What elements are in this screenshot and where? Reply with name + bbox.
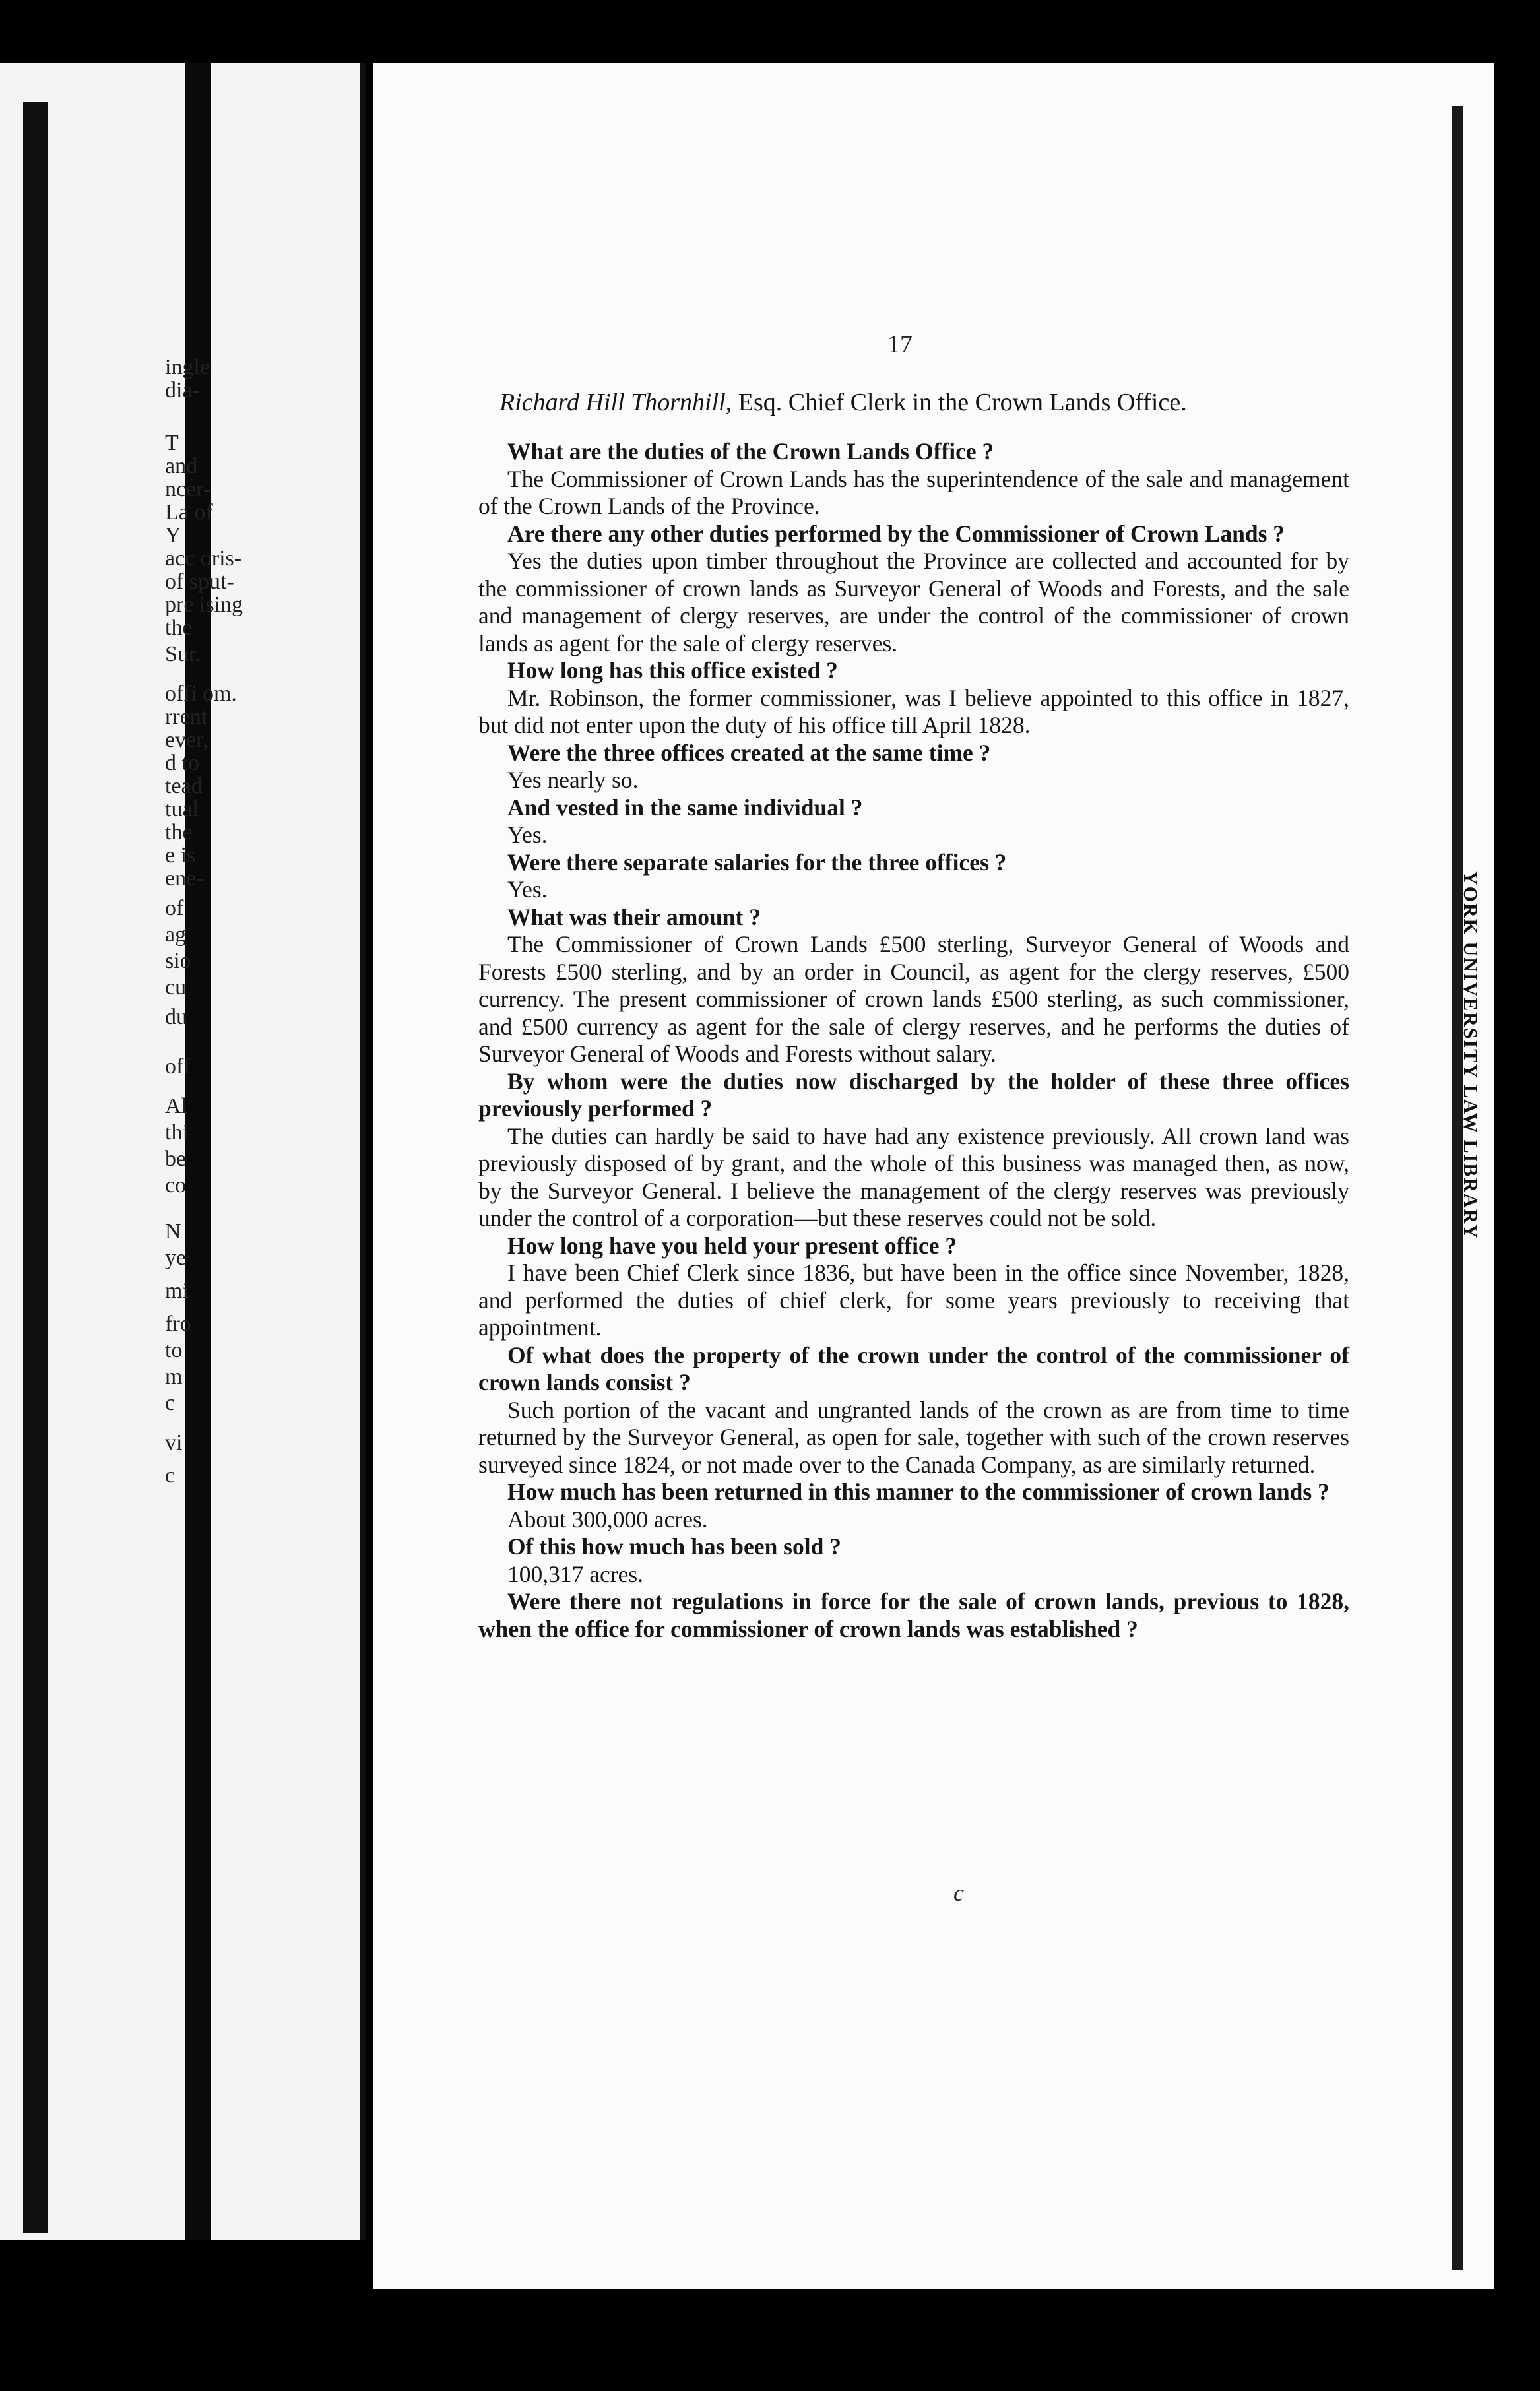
facing-page-fragment: fro bbox=[165, 1312, 191, 1336]
facing-page-fragment: ncer- bbox=[165, 477, 211, 501]
answer-paragraph: Mr. Robinson, the former commissioner, was I believe appointed to this office in 1827, but did not enter upon the duty of his office till April 1828. bbox=[478, 684, 1349, 738]
facing-page-fragment: ingle bbox=[165, 355, 210, 379]
facing-page-fragment: be bbox=[165, 1147, 187, 1171]
page-number: 17 bbox=[887, 331, 913, 358]
facing-page-fragment: co bbox=[165, 1173, 187, 1197]
facing-page-fragment: ye bbox=[165, 1246, 187, 1270]
page-edge-line bbox=[360, 63, 366, 2240]
answer-paragraph: I have been Chief Clerk since 1836, but have been in the office since November, 1828, and performed the duties of chief clerk, for some years previously to receiving that appointment. bbox=[478, 1259, 1349, 1341]
testimony-body bbox=[478, 438, 1349, 1643]
question-paragraph: And vested in the same individual ? bbox=[507, 794, 863, 821]
facing-page-fragment: offi om. bbox=[165, 682, 237, 706]
facing-page-fragment: ene- bbox=[165, 866, 204, 891]
facing-page-fragment: mi bbox=[165, 1279, 189, 1303]
facing-page-fragment: c bbox=[165, 1391, 176, 1415]
facing-page-fragment: the bbox=[165, 616, 193, 640]
facing-page-fragment: cu bbox=[165, 975, 187, 1000]
binding-shadow bbox=[23, 102, 48, 2233]
facing-page-fragment: Al bbox=[165, 1094, 187, 1118]
facing-page-fragment: m bbox=[165, 1364, 183, 1389]
facing-page-fragment: N bbox=[165, 1219, 181, 1244]
facing-page-fragment: of bbox=[165, 896, 184, 920]
facing-page-strip bbox=[0, 63, 366, 2240]
question-paragraph: How much has been returned in this manner to the commissioner of crown lands ? bbox=[507, 1479, 1330, 1505]
question-paragraph: Are there any other duties performed by the Commissioner of Crown Lands ? bbox=[507, 520, 1285, 547]
answer-paragraph: Yes. bbox=[507, 821, 548, 848]
facing-page-fragment: ever, bbox=[165, 728, 209, 752]
question-paragraph: How long has this office existed ? bbox=[507, 657, 838, 684]
facing-page-fragment: acc oris- bbox=[165, 546, 242, 571]
witness-heading bbox=[499, 388, 1187, 417]
facing-page-fragment: pre ising bbox=[165, 592, 243, 617]
witness-name: Richard Hill Thornhill, bbox=[499, 389, 732, 416]
answer-paragraph: The Commissioner of Crown Lands has the superintendence of the sale and management of the Crown Lands of the Province. bbox=[478, 465, 1349, 519]
facing-page-fragment: sio bbox=[165, 949, 191, 973]
answer-paragraph: Such portion of the vacant and ungranted lands of the crown as are from time to time returned by the Surveyor General, as open for sale, together with such of the crown reserves surveyed since 1824, or not made over to the Canada Company, as are similarly returned. bbox=[478, 1396, 1349, 1478]
question-paragraph: How long have you held your present office ? bbox=[507, 1232, 957, 1259]
question-paragraph: Were there separate salaries for the three offices ? bbox=[507, 848, 1007, 876]
question-paragraph: What are the duties of the Crown Lands Office ? bbox=[507, 438, 994, 464]
library-stamp: YORK UNIVERSITY LAW LIBRARY bbox=[1460, 871, 1481, 1240]
answer-paragraph: The Commissioner of Crown Lands £500 sterling, Surveyor General of Woods and Forests £500 sterling, and by an order in Council, as agent for the clergy reserves, £500 currency. The present commissioner of crown lands £500 sterling, as such commissioner, and £500 currency as agent for the sale of clergy reserves, and he performs the duties of Surveyor General of Woods and Forests without salary. bbox=[478, 931, 1349, 1067]
facing-page-fragment: La of bbox=[165, 500, 213, 525]
facing-page-fragment: ag bbox=[165, 922, 187, 947]
facing-page-fragment: vi bbox=[165, 1430, 183, 1455]
answer-paragraph: Yes the duties upon timber throughout the Province are collected and accounted for by the commissioner of crown lands as Surveyor General of Woods and Forests, and the sale and management of clergy reserves, are under the control of the commissioner of crown lands as agent for the sale of clergy reserves. bbox=[478, 548, 1349, 656]
answer-paragraph: About 300,000 acres. bbox=[507, 1506, 708, 1533]
facing-page-fragment: c bbox=[165, 1463, 176, 1488]
facing-page-fragment: thi bbox=[165, 1120, 189, 1145]
facing-page-fragment: off bbox=[165, 1054, 191, 1079]
question-paragraph: By whom were the duties now discharged by the holder of these three offices previously performed ? bbox=[478, 1068, 1349, 1122]
answer-paragraph: Yes nearly so. bbox=[507, 767, 639, 793]
facing-page-fragment: Sur. bbox=[165, 642, 201, 666]
facing-page-fragment: T bbox=[165, 431, 179, 455]
answer-paragraph: The duties can hardly be said to have had any existence previously. All crown land was previously disposed of by grant, and the whole of this business was managed then, as now, by the Surveyor General. I believe the management of the clergy reserves was previously under the control of a corporation—but these reserves could not be sold. bbox=[478, 1122, 1349, 1231]
question-paragraph: What was their amount ? bbox=[507, 903, 761, 930]
facing-page-fragment: tual bbox=[165, 797, 199, 821]
facing-page-fragment: tead bbox=[165, 774, 203, 798]
question-paragraph: Of this how much has been sold ? bbox=[507, 1533, 841, 1560]
facing-page-fragment: e is bbox=[165, 843, 196, 868]
question-paragraph: Of what does the property of the crown under the control of the commissioner of crown lands consist ? bbox=[478, 1341, 1349, 1395]
facing-page-fragment: to bbox=[165, 1338, 183, 1362]
facing-page-fragment: and bbox=[165, 454, 198, 478]
signature-mark: c bbox=[953, 1880, 964, 1906]
facing-page-fragment: du bbox=[165, 1005, 187, 1029]
facing-page-fragment: d to bbox=[165, 751, 199, 775]
facing-page-fragment: Y bbox=[165, 523, 181, 548]
witness-title: Esq. Chief Clerk in the Crown Lands Office. bbox=[738, 389, 1187, 416]
facing-page-fragment: of sput- bbox=[165, 569, 234, 594]
answer-paragraph: 100,317 acres. bbox=[507, 1560, 644, 1587]
question-paragraph: Were there not regulations in force for the sale of crown lands, previous to 1828, when the office for commissioner of crown lands was established ? bbox=[478, 1588, 1349, 1642]
answer-paragraph: Yes. bbox=[507, 876, 548, 903]
facing-page-fragment: rrent bbox=[165, 705, 208, 729]
question-paragraph: Were the three offices created at the same time ? bbox=[507, 739, 991, 766]
facing-page-fragment: dia- bbox=[165, 378, 200, 402]
facing-page-fragment: the bbox=[165, 820, 193, 845]
